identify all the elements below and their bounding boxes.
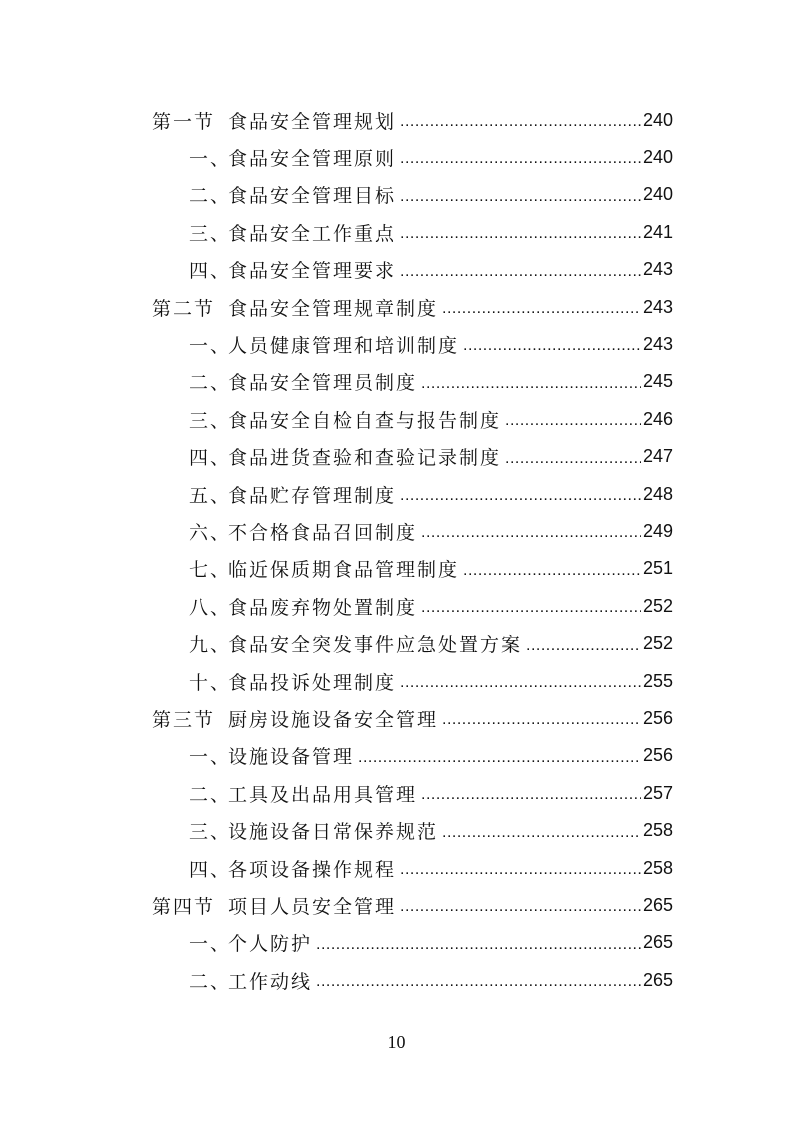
entry-title: 食品安全自检自查与报告制度 bbox=[228, 409, 502, 432]
toc-section-entry[interactable] bbox=[152, 699, 673, 737]
entry-page-number: 265 bbox=[642, 969, 673, 990]
entry-page-number: 245 bbox=[642, 371, 673, 392]
toc-subsection-entry[interactable] bbox=[189, 251, 673, 289]
entry-page-number: 246 bbox=[642, 408, 673, 429]
toc-subsection-entry[interactable] bbox=[189, 774, 673, 812]
dot-leader bbox=[442, 296, 641, 318]
entry-page-number: 243 bbox=[642, 259, 673, 280]
entry-title: 不合格食品召回制度 bbox=[228, 521, 418, 544]
entry-number: 第三节 bbox=[152, 708, 216, 731]
entry-page-number: 252 bbox=[642, 595, 673, 616]
entry-title: 食品安全管理员制度 bbox=[228, 372, 418, 395]
entry-number: 三、 bbox=[189, 409, 232, 432]
toc-subsection-entry[interactable] bbox=[189, 475, 673, 513]
dot-leader bbox=[400, 857, 641, 879]
entry-number: 二、 bbox=[189, 970, 232, 993]
entry-page-number: 258 bbox=[642, 857, 673, 878]
entry-title: 工具及出品用具管理 bbox=[228, 783, 418, 806]
entry-title: 食品安全管理原则 bbox=[228, 147, 397, 170]
toc-subsection-entry[interactable] bbox=[189, 363, 673, 401]
entry-page-number: 251 bbox=[642, 558, 673, 579]
entry-title: 食品安全管理规章制度 bbox=[228, 297, 439, 320]
toc-subsection-entry[interactable] bbox=[189, 812, 673, 850]
entry-number: 六、 bbox=[189, 521, 232, 544]
toc-subsection-entry[interactable] bbox=[189, 737, 673, 775]
dot-leader bbox=[400, 221, 641, 243]
entry-number: 三、 bbox=[189, 821, 232, 844]
dot-leader bbox=[400, 670, 641, 692]
entry-number: 三、 bbox=[189, 222, 232, 245]
entry-title: 食品安全管理要求 bbox=[228, 260, 397, 283]
dot-leader bbox=[400, 894, 641, 916]
toc-subsection-entry[interactable] bbox=[189, 924, 673, 962]
entry-number: 七、 bbox=[189, 559, 232, 582]
entry-title: 食品安全管理目标 bbox=[228, 185, 397, 208]
entry-number: 第二节 bbox=[152, 297, 216, 320]
entry-number: 四、 bbox=[189, 858, 232, 881]
entry-number: 八、 bbox=[189, 596, 232, 619]
toc-subsection-entry[interactable] bbox=[189, 400, 673, 438]
entry-number: 五、 bbox=[189, 484, 232, 507]
toc-subsection-entry[interactable] bbox=[189, 138, 673, 176]
entry-title: 项目人员安全管理 bbox=[228, 895, 397, 918]
entry-page-number: 257 bbox=[642, 782, 673, 803]
dot-leader bbox=[442, 820, 641, 842]
entry-title: 临近保质期食品管理制度 bbox=[228, 559, 460, 582]
entry-title: 各项设备操作规程 bbox=[228, 858, 397, 881]
entry-number: 四、 bbox=[189, 260, 232, 283]
entry-number: 一、 bbox=[189, 746, 232, 769]
dot-leader bbox=[400, 483, 641, 505]
toc-subsection-entry[interactable] bbox=[189, 550, 673, 588]
toc-subsection-entry[interactable] bbox=[189, 587, 673, 625]
entry-title: 食品安全管理规划 bbox=[228, 110, 397, 133]
entry-page-number: 256 bbox=[642, 707, 673, 728]
entry-title: 食品进货查验和查验记录制度 bbox=[228, 447, 502, 470]
entry-number: 二、 bbox=[189, 185, 232, 208]
entry-title: 工作动线 bbox=[228, 970, 313, 993]
toc-subsection-entry[interactable] bbox=[189, 325, 673, 363]
entry-title: 食品安全工作重点 bbox=[228, 222, 397, 245]
entry-title: 个人防护 bbox=[228, 933, 313, 956]
entry-number: 二、 bbox=[189, 372, 232, 395]
entry-title: 人员健康管理和培训制度 bbox=[228, 334, 460, 357]
toc-section-entry[interactable] bbox=[152, 886, 673, 924]
toc-section-entry[interactable] bbox=[152, 288, 673, 326]
dot-leader bbox=[400, 146, 641, 168]
entry-number: 九、 bbox=[189, 634, 232, 657]
entry-page-number: 241 bbox=[642, 221, 673, 242]
entry-title: 食品废弃物处置制度 bbox=[228, 596, 418, 619]
entry-title: 设施设备日常保养规范 bbox=[228, 821, 439, 844]
entry-number: 四、 bbox=[189, 447, 232, 470]
entry-page-number: 247 bbox=[642, 446, 673, 467]
dot-leader bbox=[316, 969, 641, 991]
dot-leader bbox=[421, 595, 641, 617]
entry-page-number: 240 bbox=[642, 109, 673, 130]
entry-number: 一、 bbox=[189, 147, 232, 170]
toc-subsection-entry[interactable] bbox=[189, 662, 673, 700]
dot-leader bbox=[442, 707, 641, 729]
dot-leader bbox=[400, 184, 641, 206]
dot-leader bbox=[400, 259, 641, 281]
entry-number: 十、 bbox=[189, 671, 232, 694]
entry-page-number: 243 bbox=[642, 333, 673, 354]
dot-leader bbox=[505, 446, 641, 468]
entry-page-number: 256 bbox=[642, 745, 673, 766]
entry-page-number: 258 bbox=[642, 820, 673, 841]
entry-number: 一、 bbox=[189, 334, 232, 357]
dot-leader bbox=[400, 109, 641, 131]
dot-leader bbox=[421, 520, 641, 542]
toc-subsection-entry[interactable] bbox=[189, 176, 673, 214]
dot-leader bbox=[526, 633, 641, 655]
dot-leader bbox=[316, 932, 641, 954]
page-number: 10 bbox=[387, 1032, 406, 1052]
entry-number: 一、 bbox=[189, 933, 232, 956]
dot-leader bbox=[421, 371, 641, 393]
dot-leader bbox=[358, 745, 641, 767]
toc-subsection-entry[interactable] bbox=[189, 625, 673, 663]
entry-page-number: 240 bbox=[642, 184, 673, 205]
entry-page-number: 240 bbox=[642, 146, 673, 167]
entry-number: 二、 bbox=[189, 783, 232, 806]
entry-title: 食品投诉处理制度 bbox=[228, 671, 397, 694]
dot-leader bbox=[421, 782, 641, 804]
toc-section-entry[interactable] bbox=[152, 101, 673, 139]
entry-number: 第一节 bbox=[152, 110, 216, 133]
entry-page-number: 249 bbox=[642, 520, 673, 541]
entry-page-number: 255 bbox=[642, 670, 673, 691]
toc-subsection-entry[interactable] bbox=[189, 438, 673, 476]
entry-title: 食品贮存管理制度 bbox=[228, 484, 397, 507]
entry-page-number: 265 bbox=[642, 932, 673, 953]
entry-title: 厨房设施设备安全管理 bbox=[228, 708, 439, 731]
entry-title: 设施设备管理 bbox=[228, 746, 355, 769]
entry-number: 第四节 bbox=[152, 895, 216, 918]
toc-subsection-entry[interactable] bbox=[189, 213, 673, 251]
entry-title: 食品安全突发事件应急处置方案 bbox=[228, 634, 523, 657]
dot-leader bbox=[463, 558, 641, 580]
toc-subsection-entry[interactable] bbox=[189, 961, 673, 999]
entry-page-number: 243 bbox=[642, 296, 673, 317]
entry-page-number: 265 bbox=[642, 894, 673, 915]
entry-page-number: 252 bbox=[642, 633, 673, 654]
toc-subsection-entry[interactable] bbox=[189, 512, 673, 550]
dot-leader bbox=[505, 408, 641, 430]
toc-subsection-entry[interactable] bbox=[189, 849, 673, 887]
dot-leader bbox=[463, 333, 641, 355]
entry-page-number: 248 bbox=[642, 483, 673, 504]
